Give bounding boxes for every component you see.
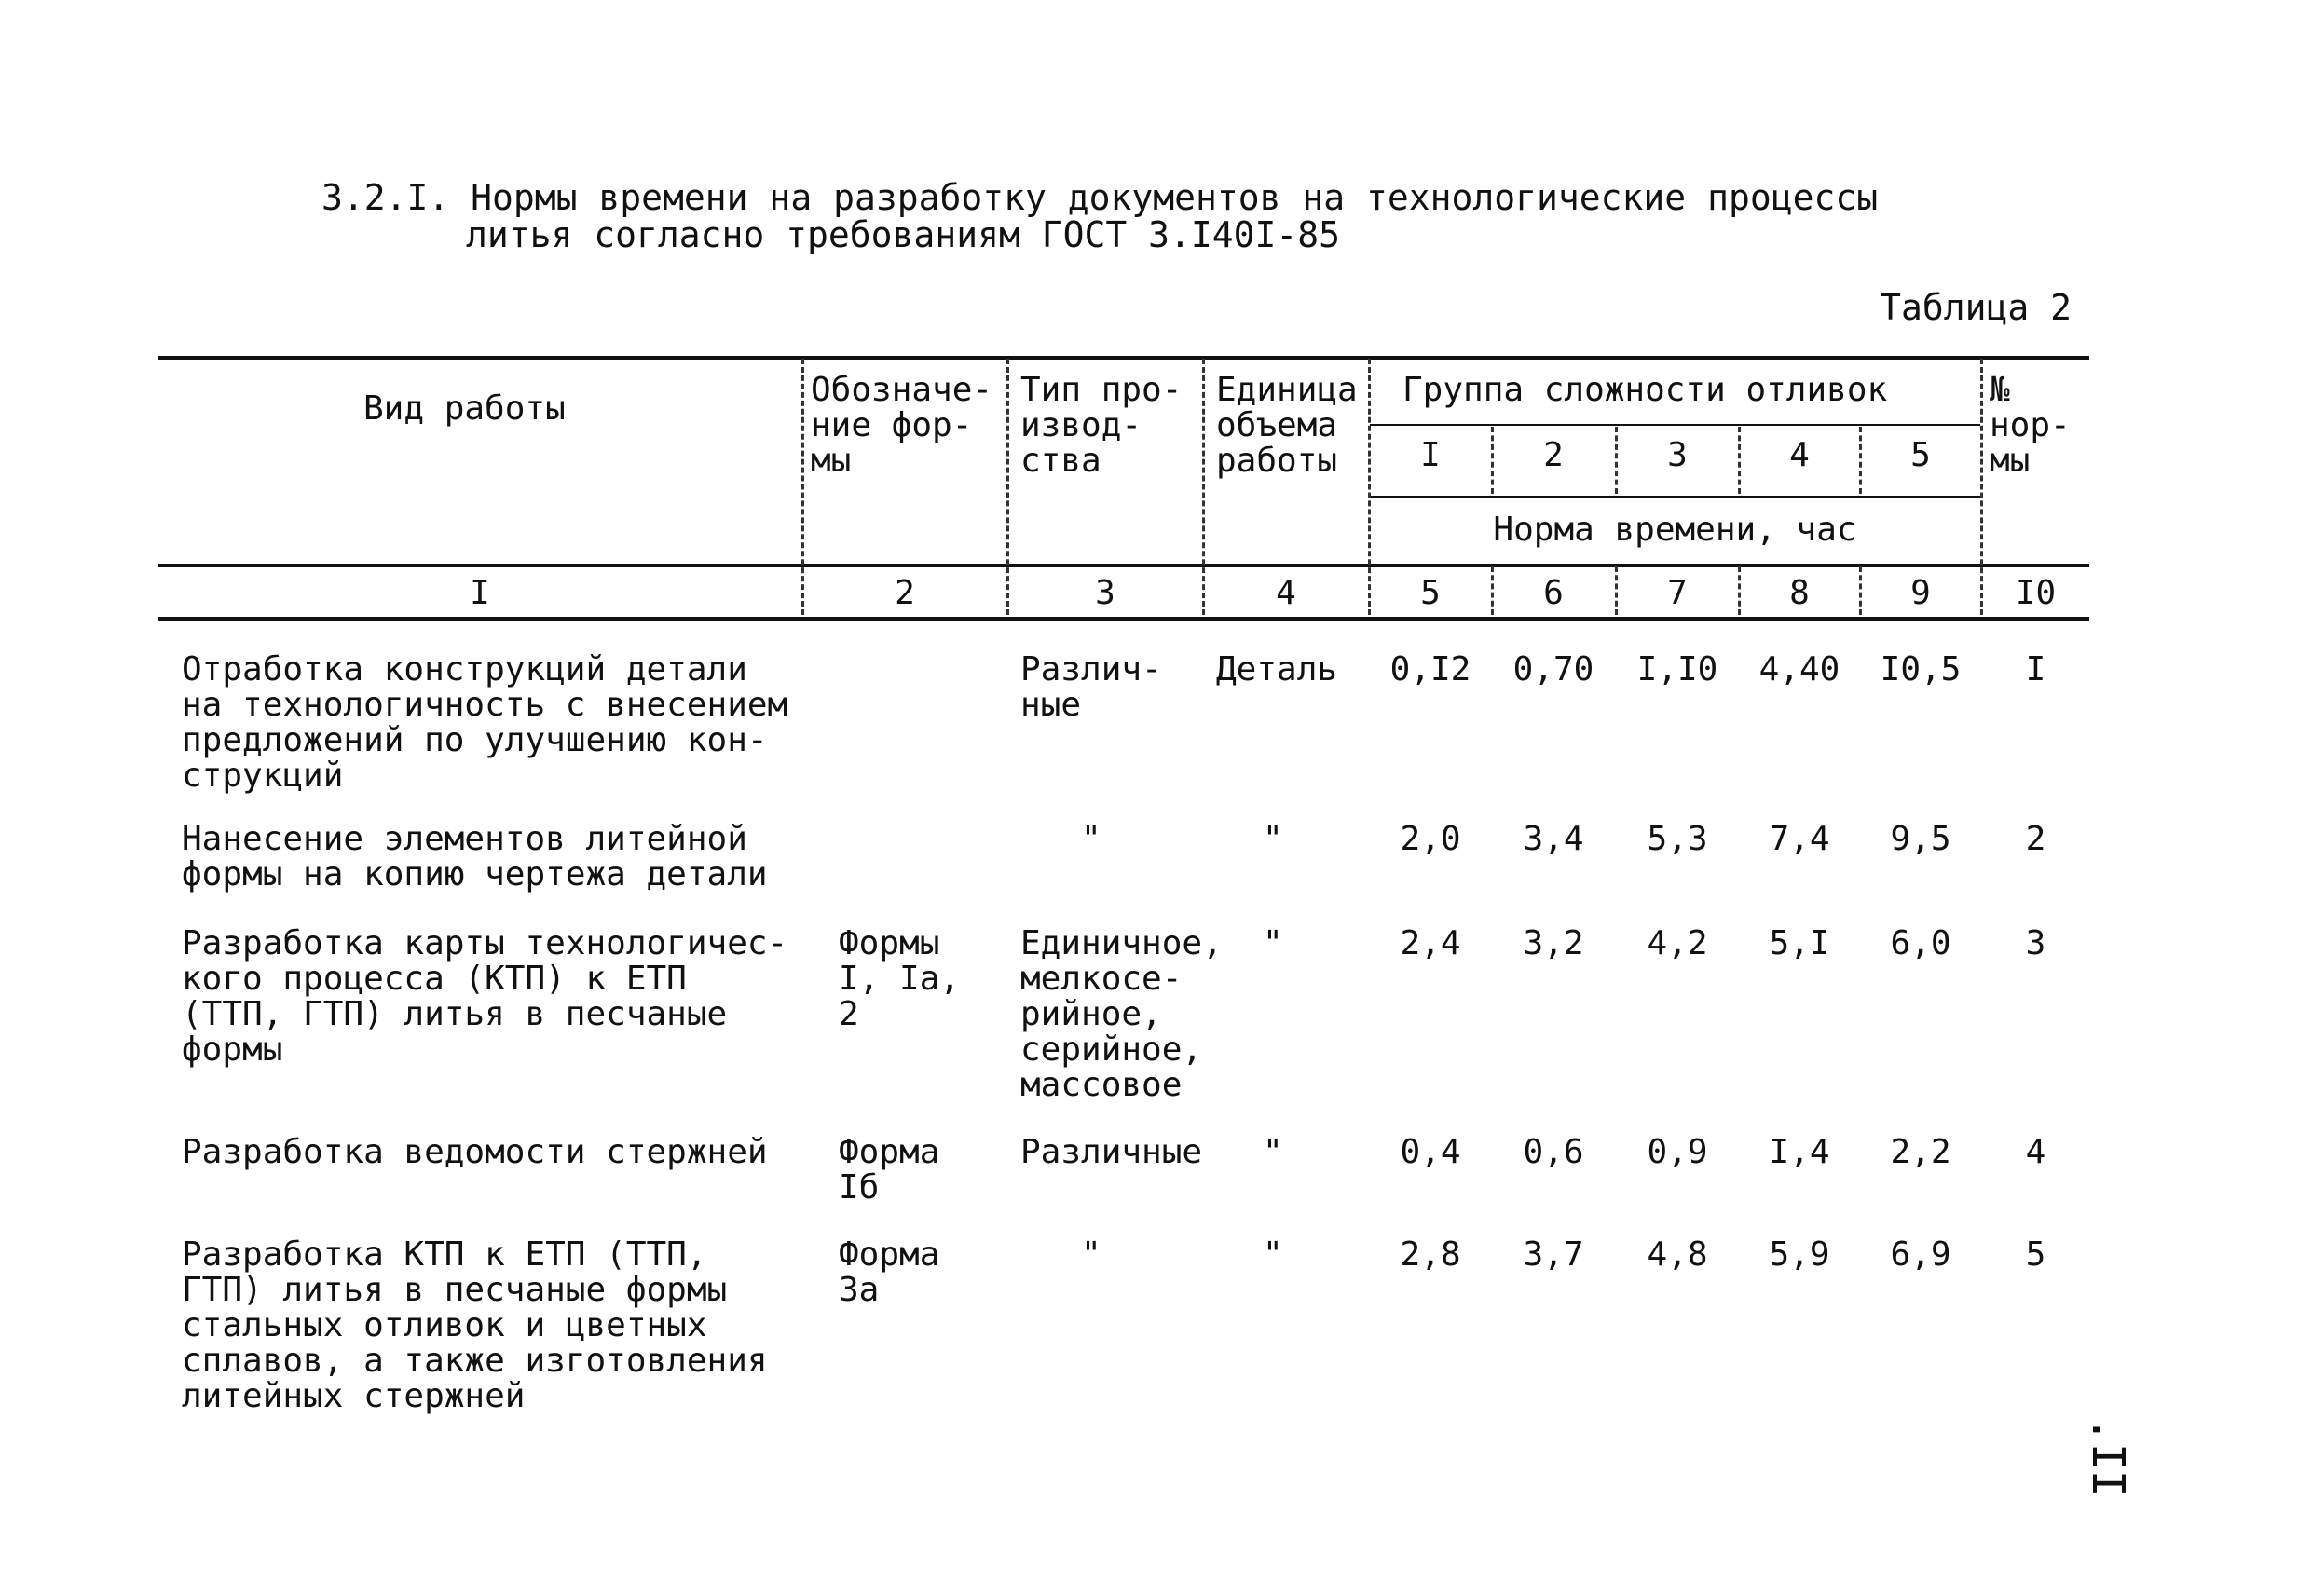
colnum-7: 7 xyxy=(1667,574,1688,612)
header-work: Вид работы xyxy=(363,389,566,428)
row2-work: Нанесение элементов литейной формы на копию чертежа детали xyxy=(182,820,768,893)
row4-v3: 0,9 xyxy=(1647,1133,1708,1171)
colnum-9: 9 xyxy=(1910,574,1931,612)
header-prod: Тип про- извод- ства xyxy=(1020,371,1183,480)
row5-v2: 3,7 xyxy=(1523,1235,1584,1274)
header-bottom-rule xyxy=(158,564,2089,567)
row5-prod: " xyxy=(1081,1235,1101,1274)
row3-v1: 2,4 xyxy=(1400,924,1461,962)
row3-v5: 6,0 xyxy=(1890,924,1951,962)
row5-unit: " xyxy=(1263,1235,1283,1274)
colnum-8: 8 xyxy=(1789,574,1810,612)
row3-v4: 5,I xyxy=(1769,924,1830,962)
row3-unit: " xyxy=(1263,924,1283,962)
header-group: Группа сложности отливок xyxy=(1402,371,1888,409)
header-g5: 5 xyxy=(1910,436,1931,474)
header-g4: 4 xyxy=(1789,436,1810,474)
header-g3: 3 xyxy=(1667,436,1688,474)
row5-v5: 6,9 xyxy=(1890,1235,1951,1274)
row4-unit: " xyxy=(1263,1133,1283,1171)
row3-v3: 4,2 xyxy=(1647,924,1708,962)
row2-no: 2 xyxy=(2025,820,2046,858)
row4-form: Форма Iб xyxy=(839,1133,940,1207)
row3-v2: 3,2 xyxy=(1523,924,1584,962)
table-title: 3.2.I. Нормы времени на разработку документов на технологические процессы xyxy=(321,177,1879,218)
row1-v4: 4,40 xyxy=(1758,650,1840,689)
row1-v1: 0,I2 xyxy=(1389,650,1471,689)
colnum-4: 4 xyxy=(1276,574,1296,612)
row1-v2: 0,70 xyxy=(1512,650,1594,689)
row2-v3: 5,3 xyxy=(1647,820,1708,858)
header-norm-no: № нор- мы xyxy=(1990,371,2071,480)
colnum-bottom-rule xyxy=(158,617,2089,621)
norm-time-rule xyxy=(1370,496,1980,498)
colnum-5: 5 xyxy=(1420,574,1441,612)
row5-v3: 4,8 xyxy=(1647,1235,1708,1274)
colnum-3: 3 xyxy=(1095,574,1115,612)
table-label: Таблица 2 xyxy=(1880,287,2072,328)
row1-v3: I,I0 xyxy=(1636,650,1718,689)
row1-no: I xyxy=(2025,650,2046,689)
row4-work: Разработка ведомости стержней xyxy=(182,1133,768,1171)
row5-work: Разработка КТП к ЕТП (ТТП, ГТП) литья в песчаные формы стальных отливок и цветных сплавов, а также изготовления литейных стержней xyxy=(182,1235,768,1415)
colnum-2: 2 xyxy=(895,574,915,612)
row3-form: Формы I, Iа, 2 xyxy=(839,924,961,1033)
row1-v5: I0,5 xyxy=(1880,650,1962,689)
row1-prod: Различ- ные xyxy=(1020,650,1162,724)
colnum-10: I0 xyxy=(2015,574,2057,612)
colnum-6: 6 xyxy=(1543,574,1564,612)
row5-no: 5 xyxy=(2025,1235,2046,1274)
header-norm-time: Норма времени, час xyxy=(1493,511,1857,549)
table-title-line2: литья согласно требованиям ГОСТ 3.I40I-85 xyxy=(466,214,1340,255)
header-g1: I xyxy=(1420,436,1441,474)
row2-v4: 7,4 xyxy=(1769,820,1830,858)
row4-v2: 0,6 xyxy=(1523,1133,1584,1171)
row2-v5: 9,5 xyxy=(1890,820,1951,858)
group-sub-rule xyxy=(1370,424,1980,426)
row5-v4: 5,9 xyxy=(1769,1235,1830,1274)
row3-work: Разработка карты технологичес- кого процесса (КТП) к ЕТП (ТТП, ГТП) литья в песчаные формы xyxy=(182,924,788,1069)
colnum-1: I xyxy=(470,574,490,612)
header-unit: Единица объема работы xyxy=(1216,371,1358,480)
row2-v1: 2,0 xyxy=(1400,820,1461,858)
row3-no: 3 xyxy=(2025,924,2046,962)
row5-v1: 2,8 xyxy=(1400,1235,1461,1274)
header-form: Обозначе- ние фор- мы xyxy=(811,371,993,480)
header-g2: 2 xyxy=(1543,436,1564,474)
row3-prod: Единичное, мелкосе- рийное, серийное, массовое xyxy=(1020,924,1223,1104)
row5-form: Форма 3а xyxy=(839,1235,940,1309)
row2-v2: 3,4 xyxy=(1523,820,1584,858)
row2-unit: " xyxy=(1263,820,1283,858)
row4-v4: I,4 xyxy=(1769,1133,1830,1171)
row2-prod: " xyxy=(1081,820,1101,858)
row4-v5: 2,2 xyxy=(1890,1133,1951,1171)
page-number: .II xyxy=(2082,1416,2134,1497)
table-top-rule xyxy=(158,356,2089,360)
row4-prod: Различные xyxy=(1020,1133,1203,1171)
row1-work: Отработка конструкций детали на технологичность с внесением предложений по улучшению кон- струкций xyxy=(182,650,788,795)
row4-v1: 0,4 xyxy=(1400,1133,1461,1171)
row1-unit: Деталь xyxy=(1216,650,1338,689)
row4-no: 4 xyxy=(2025,1133,2046,1171)
